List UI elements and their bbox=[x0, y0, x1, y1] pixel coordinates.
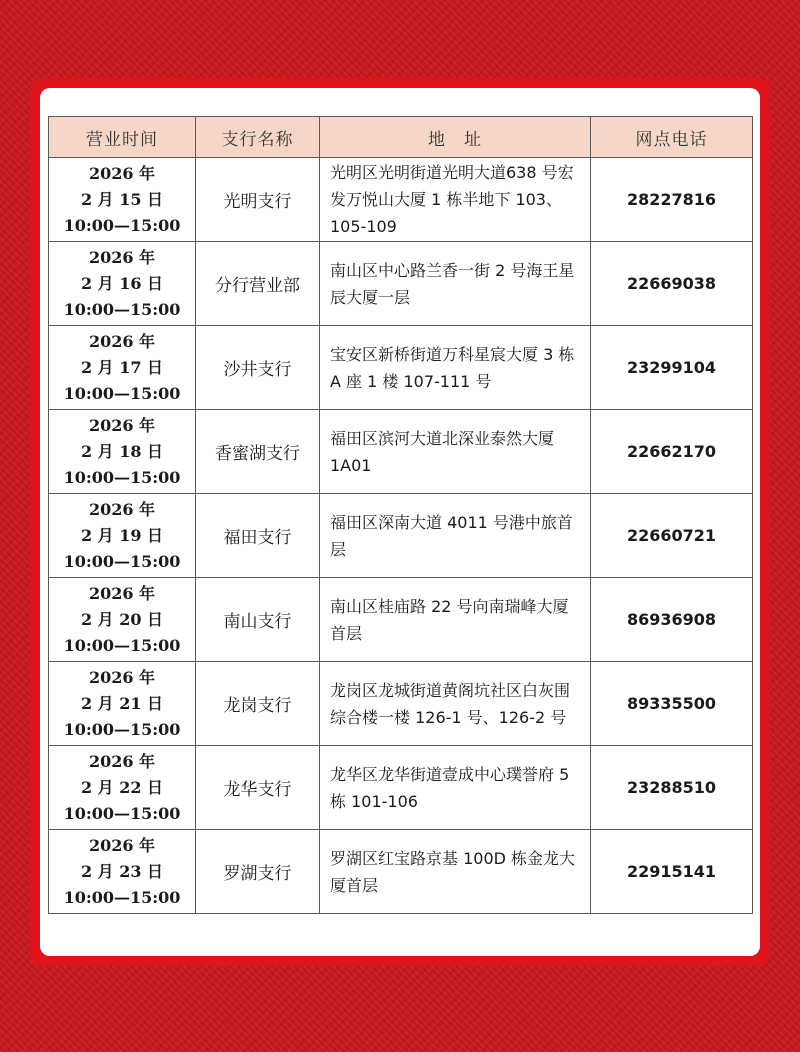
hours-cell bbox=[49, 326, 196, 410]
branch-cell: 龙岗支行 bbox=[196, 662, 320, 746]
date-text: 2 月 15 日 bbox=[80, 189, 164, 209]
hours-cell bbox=[49, 662, 196, 746]
date-text: 2 月 19 日 bbox=[80, 525, 164, 545]
year-text: 2026 年 bbox=[88, 751, 156, 771]
hours-text: 10:00—15:00 bbox=[63, 299, 181, 319]
date-text: 2 月 20 日 bbox=[80, 609, 164, 629]
table-row bbox=[49, 242, 753, 326]
date-text: 2 月 17 日 bbox=[80, 357, 164, 377]
phone-cell: 22669038 bbox=[591, 242, 753, 326]
header-branch: 支行名称 bbox=[196, 117, 320, 158]
branch-cell: 光明支行 bbox=[196, 158, 320, 242]
table-row bbox=[49, 578, 753, 662]
hours-text: 10:00—15:00 bbox=[63, 215, 181, 235]
year-text: 2026 年 bbox=[88, 667, 156, 687]
date-text: 2 月 18 日 bbox=[80, 441, 164, 461]
table-row bbox=[49, 830, 753, 914]
hours-cell bbox=[49, 746, 196, 830]
phone-cell: 89335500 bbox=[591, 662, 753, 746]
hours-cell bbox=[49, 410, 196, 494]
phone-cell: 28227816 bbox=[591, 158, 753, 242]
branch-cell: 沙井支行 bbox=[196, 326, 320, 410]
hours-text: 10:00—15:00 bbox=[63, 803, 181, 823]
table-row bbox=[49, 326, 753, 410]
branch-schedule-table bbox=[48, 116, 753, 914]
table-row bbox=[49, 158, 753, 242]
hours-cell bbox=[49, 158, 196, 242]
address-cell: 宝安区新桥街道万科星宸大厦 3 栋 A 座 1 楼 107-111 号 bbox=[320, 326, 591, 410]
year-text: 2026 年 bbox=[88, 499, 156, 519]
header-hours: 营业时间 bbox=[49, 117, 196, 158]
year-text: 2026 年 bbox=[88, 415, 156, 435]
hours-cell bbox=[49, 494, 196, 578]
table-header-row bbox=[49, 117, 753, 158]
hours-text: 10:00—15:00 bbox=[63, 635, 181, 655]
phone-cell: 22915141 bbox=[591, 830, 753, 914]
phone-cell: 22662170 bbox=[591, 410, 753, 494]
hours-text: 10:00—15:00 bbox=[63, 719, 181, 739]
hours-text: 10:00—15:00 bbox=[63, 467, 181, 487]
date-text: 2 月 22 日 bbox=[80, 777, 164, 797]
year-text: 2026 年 bbox=[88, 163, 156, 183]
header-phone: 网点电话 bbox=[591, 117, 753, 158]
address-cell: 南山区桂庙路 22 号向南瑞峰大厦首层 bbox=[320, 578, 591, 662]
hours-cell bbox=[49, 578, 196, 662]
address-cell: 福田区深南大道 4011 号港中旅首层 bbox=[320, 494, 591, 578]
branch-cell: 龙华支行 bbox=[196, 746, 320, 830]
branch-cell: 南山支行 bbox=[196, 578, 320, 662]
year-text: 2026 年 bbox=[88, 247, 156, 267]
table-body bbox=[49, 158, 753, 914]
hours-text: 10:00—15:00 bbox=[63, 887, 181, 907]
year-text: 2026 年 bbox=[88, 583, 156, 603]
table-row bbox=[49, 662, 753, 746]
phone-cell: 86936908 bbox=[591, 578, 753, 662]
date-text: 2 月 16 日 bbox=[80, 273, 164, 293]
date-text: 2 月 21 日 bbox=[80, 693, 164, 713]
table-row bbox=[49, 410, 753, 494]
hours-cell bbox=[49, 242, 196, 326]
address-cell: 光明区光明街道光明大道638 号宏发万悦山大厦 1 栋半地下 103、105-109 bbox=[320, 158, 591, 242]
branch-cell: 香蜜湖支行 bbox=[196, 410, 320, 494]
date-text: 2 月 23 日 bbox=[80, 861, 164, 881]
address-cell: 龙岗区龙城街道黄阁坑社区白灰围综合楼一楼 126-1 号、126-2 号 bbox=[320, 662, 591, 746]
hours-text: 10:00—15:00 bbox=[63, 551, 181, 571]
address-cell: 福田区滨河大道北深业泰然大厦 1A01 bbox=[320, 410, 591, 494]
hours-cell bbox=[49, 830, 196, 914]
table-row bbox=[49, 746, 753, 830]
table-row bbox=[49, 494, 753, 578]
branch-cell: 分行营业部 bbox=[196, 242, 320, 326]
address-cell: 龙华区龙华街道壹成中心璞誉府 5 栋 101-106 bbox=[320, 746, 591, 830]
phone-cell: 22660721 bbox=[591, 494, 753, 578]
header-address: 地 址 bbox=[320, 117, 591, 158]
hours-text: 10:00—15:00 bbox=[63, 383, 181, 403]
branch-cell: 罗湖支行 bbox=[196, 830, 320, 914]
phone-cell: 23288510 bbox=[591, 746, 753, 830]
address-cell: 罗湖区红宝路京基 100D 栋金龙大厦首层 bbox=[320, 830, 591, 914]
address-cell: 南山区中心路兰香一街 2 号海王星辰大厦一层 bbox=[320, 242, 591, 326]
year-text: 2026 年 bbox=[88, 835, 156, 855]
phone-cell: 23299104 bbox=[591, 326, 753, 410]
year-text: 2026 年 bbox=[88, 331, 156, 351]
branch-cell: 福田支行 bbox=[196, 494, 320, 578]
